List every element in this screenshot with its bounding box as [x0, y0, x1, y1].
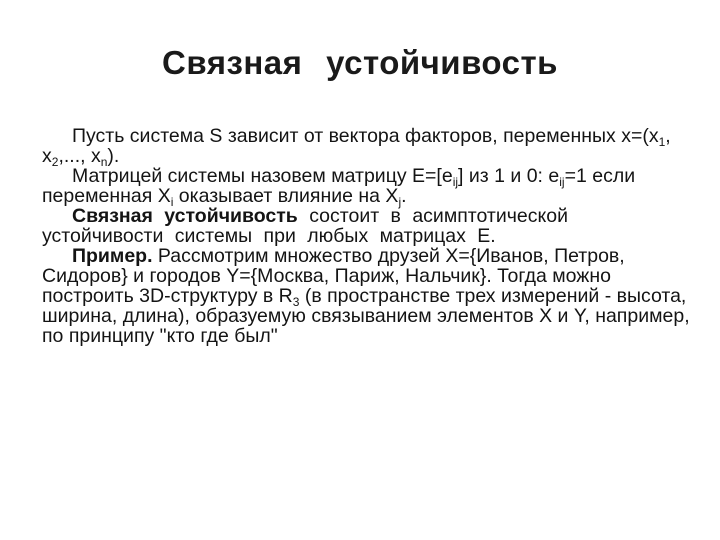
- paragraph-example: [42, 246, 692, 346]
- p2-sub-j: j: [398, 195, 402, 209]
- p2-sub-ij2: ij: [559, 175, 565, 189]
- paragraph-definition: [42, 125, 692, 169]
- p2-sub-ij: ij: [452, 175, 459, 189]
- p1-text-b: , x: [42, 125, 671, 167]
- p3-text: состоит в асимптотической устойчивости системы при любых матрицах E.: [42, 205, 568, 247]
- p2-sub-i: i: [170, 195, 174, 209]
- p1-text-d: ).: [107, 145, 120, 167]
- paragraph-matrix: [42, 165, 692, 209]
- p2-text-c: =1 если переменная X: [42, 165, 636, 207]
- p3-bold-term: Связная устойчивость: [72, 205, 298, 227]
- p2-text-b: ] из 1 и 0: e: [458, 165, 560, 187]
- p2-text-e: .: [401, 185, 407, 207]
- p1-sub-2: 2: [51, 155, 59, 169]
- p1-sub-1: 1: [658, 135, 666, 149]
- p4-sub-3: 3: [292, 295, 300, 309]
- paragraph-connected-stability: [42, 206, 692, 246]
- p4-text-a: Рассмотрим множество друзей X={Иванов, Петров, Сидоров} и городов Y={Москва, Париж, Нальчик}. Тогда можно построить 3D-структуру в R: [42, 245, 625, 307]
- slide-title: Связная устойчивость: [162, 44, 558, 81]
- p2-text-d: оказывает влияние на X: [173, 185, 399, 207]
- p2-text-a: Матрицей системы назовем матрицу E=[e: [72, 165, 453, 187]
- p4-bold-label: Пример.: [72, 245, 153, 267]
- p1-text-a: Пусть система S зависит от вектора факторов, переменных x=(x: [72, 125, 659, 147]
- p1-sub-n: n: [100, 155, 108, 169]
- p4-text-b: (в пространстве трех измерений - высота, ширина, длина), образуемую связыванием элементов X и Y, например, по принципу "кто где был": [42, 285, 690, 347]
- p1-text-c: ,..., x: [58, 145, 101, 167]
- slide-body: [42, 126, 692, 346]
